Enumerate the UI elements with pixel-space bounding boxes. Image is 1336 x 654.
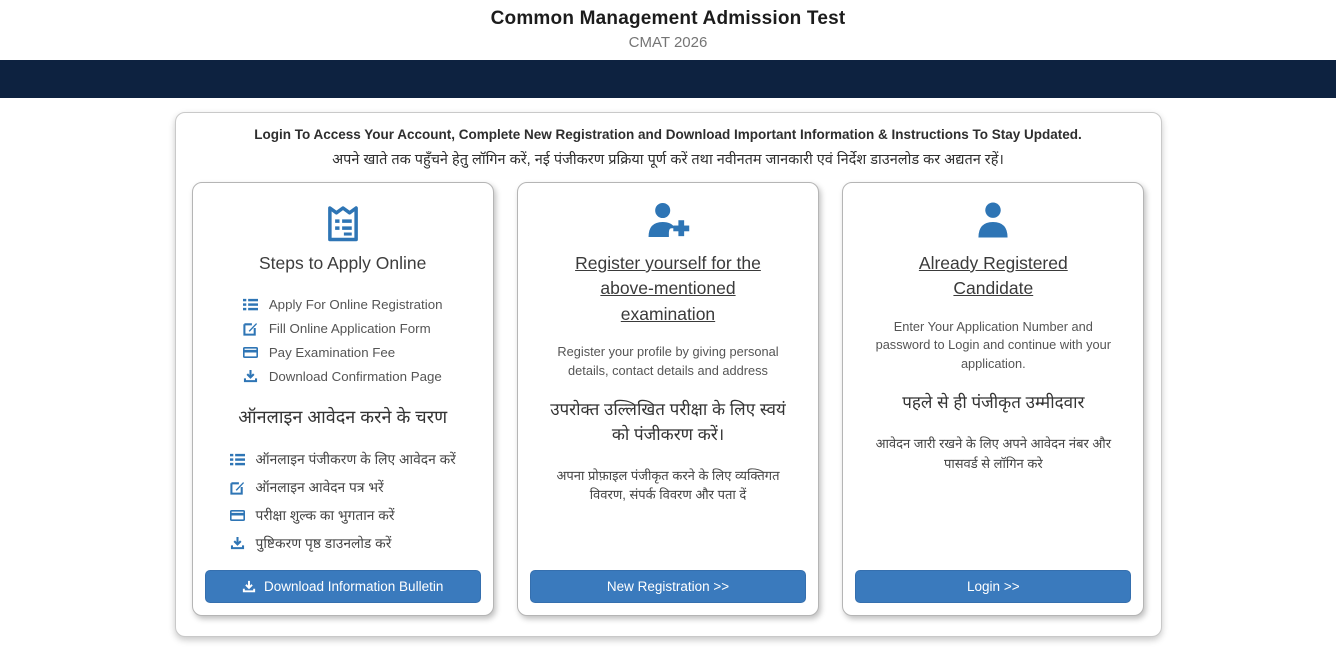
- person-plus-icon: [645, 201, 691, 243]
- cards-row: [192, 182, 1145, 616]
- person-icon: [973, 201, 1013, 243]
- step-label: पुष्टिकरण पृष्ठ डाउनलोड करें: [255, 536, 392, 552]
- download-icon: [242, 580, 256, 594]
- button-label: Download Information Bulletin: [263, 579, 444, 594]
- main-panel: [175, 112, 1162, 637]
- list-item: [230, 450, 456, 469]
- registered-desc-english: Enter Your Application Number and password to Login and continue with your application.: [875, 318, 1112, 371]
- step-label: Download Confirmation Page: [268, 369, 442, 385]
- register-card-title-link[interactable]: Register yourself for the above-mentioned examination: [575, 253, 761, 324]
- intro-text-english: Login To Access Your Account, Complete New Registration and Download Important Information & Instructions To Stay Updated.: [254, 127, 1082, 142]
- steps-list-english: [243, 288, 443, 393]
- download-icon: [243, 369, 258, 384]
- site-header: [0, 0, 1336, 60]
- list-item: [243, 369, 443, 384]
- steps-card: [192, 182, 494, 616]
- navbar: [0, 60, 1336, 98]
- step-label: Apply For Online Registration: [268, 297, 443, 313]
- step-label: Fill Online Application Form: [268, 321, 431, 337]
- list-item: [230, 478, 456, 497]
- step-label: परीक्षा शुल्क का भुगतान करें: [255, 508, 395, 524]
- button-label: New Registration >>: [606, 579, 730, 594]
- step-label: ऑनलाइन पंजीकरण के लिए आवेदन करें: [255, 452, 456, 468]
- step-label: ऑनलाइन आवेदन पत्र भरें: [255, 480, 384, 496]
- download-information-bulletin-button[interactable]: [205, 570, 481, 603]
- list-item: [243, 297, 443, 312]
- list-icon: [243, 297, 258, 312]
- list-item: [230, 506, 456, 525]
- steps-document-icon: [322, 201, 364, 243]
- intro-text-hindi: अपने खाते तक पहुँचने हेतु लॉगिन करें, नई पंजीकरण प्रक्रिया पूर्ण करें तथा नवीनतम जानकारी एवं निर्देश डाउनलोड कर अद्यतन रहें।: [332, 152, 1004, 168]
- list-item: [243, 345, 443, 360]
- button-label: Login >>: [967, 579, 1020, 594]
- credit-card-icon: [243, 345, 258, 360]
- steps-card-title: Steps to Apply Online: [259, 253, 427, 273]
- page-title: Common Management Admission Test: [490, 8, 846, 29]
- register-card: [517, 182, 819, 616]
- register-desc-hindi-large: उपरोक्त उल्लिखित परीक्षा के लिए स्वयं को पंजीकरण करें।: [550, 400, 786, 444]
- list-icon: [230, 452, 245, 467]
- login-button[interactable]: [855, 570, 1131, 603]
- registered-desc-hindi-small: आवेदन जारी रखने के लिए अपने आवेदन नंबर और पासवर्ड से लॉगिन करे: [875, 436, 1112, 471]
- edit-icon: [243, 321, 258, 336]
- page-subtitle: CMAT 2026: [628, 34, 708, 51]
- credit-card-icon: [230, 508, 245, 523]
- step-label: Pay Examination Fee: [268, 345, 396, 361]
- already-registered-title-link[interactable]: Already Registered Candidate: [918, 253, 1068, 299]
- steps-card-title-hindi: ऑनलाइन आवेदन करने के चरण: [238, 407, 448, 428]
- list-item: [243, 321, 443, 336]
- steps-list-hindi: [230, 441, 456, 562]
- download-icon: [230, 536, 245, 551]
- list-item: [230, 534, 456, 553]
- registered-desc-hindi-large: पहले से ही पंजीकृत उम्मीदवार: [902, 393, 1085, 413]
- already-registered-card: [842, 182, 1144, 616]
- register-desc-hindi-small: अपना प्रोफ़ाइल पंजीकृत करने के लिए व्यक्तिगत विवरण, संपर्क विवरण और पता दें: [556, 467, 780, 502]
- edit-icon: [230, 480, 245, 495]
- new-registration-button[interactable]: [530, 570, 806, 603]
- register-desc-english: Register your profile by giving personal details, contact details and address: [557, 344, 779, 378]
